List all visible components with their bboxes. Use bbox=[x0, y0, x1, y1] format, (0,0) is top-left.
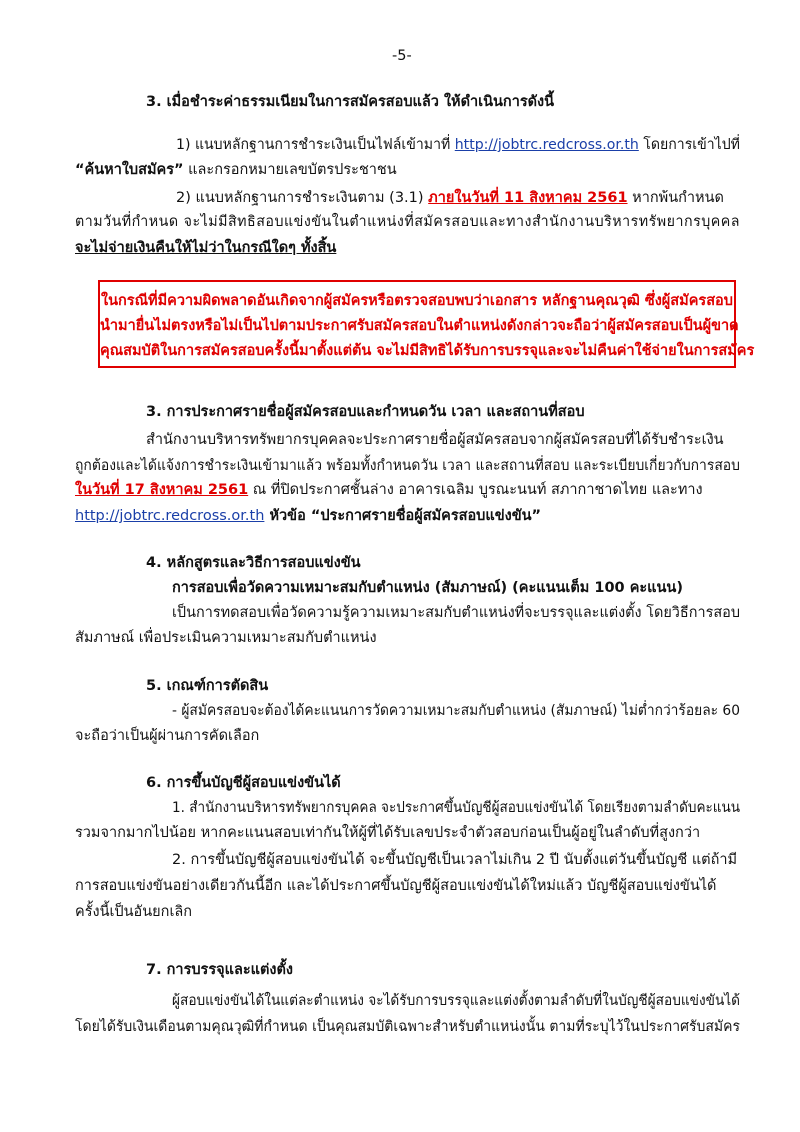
fee-item-1-cont-text: และกรอกหมายเลขบัตรประชาชน bbox=[183, 162, 397, 178]
fee-item-2 bbox=[176, 188, 724, 208]
fee-item-2-line2: ตามวันที่กำหนด จะไม่มีสิทธิสอบแข่งขันในตำแหน่งที่สมัครสอบและทางสำนักงานบริหารทรัพยากรบุคคล bbox=[75, 214, 740, 230]
section-5-line-2: จะถือว่าเป็นผู้ผ่านการคัดเลือก bbox=[75, 728, 260, 744]
fee-item-2-prefix: 2) แนบหลักฐานการชำระเงินตาม (3.1) bbox=[176, 190, 429, 206]
section-7-line-1: ผู้สอบแข่งขันได้ในแต่ละตำแหน่ง จะได้รับการบรรจุและแต่งตั้งตามลำดับที่ในบัญชีผู้สอบแข่งขันได้ bbox=[172, 993, 740, 1009]
section-4-subheading: การสอบเพื่อวัดความเหมาะสมกับตำแหน่ง (สัมภาษณ์) (คะแนนเต็ม 100 คะแนน) bbox=[172, 580, 683, 596]
announcement-date: ในวันที่ 17 สิงหาคม 2561 bbox=[75, 482, 249, 498]
payment-deadline: ภายในวันที่ 11 สิงหาคม 2561 bbox=[428, 190, 628, 206]
notice-line-2: นำมายื่นไม่ตรงหรือไม่เป็นไปตามประกาศรับสมัครสอบในตำแหน่งดังกล่าวจะถือว่าผู้สมัครสอบเป็นผู้ขาด bbox=[100, 318, 739, 334]
section-7-line-2: โดยได้รับเงินเดือนตามคุณวุฒิที่กำหนด เป็นคุณสมบัติเฉพาะสำหรับตำแหน่งนั้น ตามที่ระบุไว้ในประกาศรับสมัคร bbox=[75, 1019, 740, 1035]
section-7-heading: 7. การบรรจุและแต่งตั้ง bbox=[146, 962, 293, 978]
section-3-line-3 bbox=[75, 480, 703, 500]
warning-notice-box bbox=[98, 280, 755, 368]
section-3-line-3-rest: ณ ที่ปิดประกาศชั้นล่าง อาคารเฉลิม บูรณะนนท์ สภากาชาดไทย และทาง bbox=[248, 482, 703, 498]
section-5-line-1: - ผู้สมัครสอบจะต้องได้คะแนนการวัดความเหมาะสมกับตำแหน่ง (สัมภาษณ์) ไม่ต่ำกว่าร้อยละ 60 bbox=[172, 703, 740, 719]
jobtrc-link-1[interactable]: http://jobtrc.redcross.or.th bbox=[454, 137, 639, 153]
fee-item-1-suffix: โดยการเข้าไปที่ bbox=[638, 137, 740, 153]
search-application-label: “ค้นหาใบสมัคร” bbox=[75, 162, 184, 178]
section-4-heading: 4. หลักสูตรและวิธีการสอบแข่งขัน bbox=[146, 555, 361, 571]
notice-line-3: คุณสมบัติในการสมัครสอบครั้งนี้มาตั้งแต่ต้น จะไม่มีสิทธิได้รับการบรรจุและจะไม่คืนค่าใช้จ่ายในการสมัคร bbox=[100, 343, 755, 359]
section-6-p1-line-2: รวมจากมากไปน้อย หากคะแนนสอบเท่ากันให้ผู้ที่ได้รับเลขประจำตัวสอบก่อนเป็นผู้อยู่ในลำดับที่สูงกว่า bbox=[75, 825, 701, 841]
section-3-line-1: สำนักงานบริหารทรัพยากรบุคคลจะประกาศรายชื่อผู้สมัครสอบจากผู้สมัครสอบที่ได้รับชำระเงิน bbox=[146, 432, 724, 448]
section-6-p2-line-3: ครั้งนี้เป็นอันยกเลิก bbox=[75, 904, 193, 920]
fee-item-1-cont bbox=[75, 160, 397, 180]
page-number: -5- bbox=[392, 48, 412, 64]
section-3-line-2: ถูกต้องและได้แจ้งการชำระเงินเข้ามาแล้ว พร้อมทั้งกำหนดวัน เวลา และสถานที่สอบ และระเบียบเกี่ยวกับการสอบ bbox=[75, 458, 740, 474]
section-6-p2-line-1: 2. การขึ้นบัญชีผู้สอบแข่งขันได้ จะขึ้นบัญชีเป็นเวลาไม่เกิน 2 ปี นับตั้งแต่วันขึ้นบัญชี แต่ถ้ามี bbox=[172, 852, 738, 868]
section-4-line-1: เป็นการทดสอบเพื่อวัดความรู้ความเหมาะสมกับตำแหน่งที่จะบรรจุและแต่งตั้ง โดยวิธีการสอบ bbox=[172, 605, 741, 621]
section-6-p2-line-2: การสอบแข่งขันอย่างเดียวกันนี้อีก และได้ประกาศขึ้นบัญชีผู้สอบแข่งขันได้ใหม่แล้ว บัญชีผู้สอบแข่งขันได้ bbox=[75, 878, 717, 894]
fee-item-1-prefix: 1) แนบหลักฐานการชำระเงินเป็นไฟล์เข้ามาที่ bbox=[176, 137, 455, 153]
section-4-line-2: สัมภาษณ์ เพื่อประเมินความเหมาะสมกับตำแหน่ง bbox=[75, 630, 377, 646]
section-6-p1-line-1: 1. สำนักงานบริหารทรัพยากรบุคคล จะประกาศขึ้นบัญชีผู้สอบแข่งขันได้ โดยเรียงตามลำดับคะแนน bbox=[172, 800, 741, 816]
section-5-heading: 5. เกณฑ์การตัดสิน bbox=[146, 678, 269, 694]
section-3-line-4 bbox=[75, 506, 541, 526]
section-3-line-4-rest: หัวข้อ “ประกาศรายชื่อผู้สมัครสอบแข่งขัน” bbox=[264, 508, 542, 524]
fee-item-1 bbox=[176, 135, 740, 155]
fee-item-2-suffix: หากพ้นกำหนด bbox=[627, 190, 724, 206]
section-6-heading: 6. การขึ้นบัญชีผู้สอบแข่งขันได้ bbox=[146, 775, 341, 791]
jobtrc-link-2[interactable]: http://jobtrc.redcross.or.th bbox=[75, 508, 265, 524]
section-3-heading: 3. การประกาศรายชื่อผู้สมัครสอบและกำหนดวัน เวลา และสถานที่สอบ bbox=[146, 404, 585, 420]
fee-section-heading: 3. เมื่อชำระค่าธรรมเนียมในการสมัครสอบแล้ว ให้ดำเนินการดังนี้ bbox=[146, 94, 555, 110]
fee-item-2-line3: จะไม่จ่ายเงินคืนให้ไม่ว่าในกรณีใดๆ ทั้งสิ้น bbox=[75, 240, 337, 256]
notice-line-1: ในกรณีที่มีความผิดพลาดอันเกิดจากผู้สมัครหรือตรวจสอบพบว่าเอกสาร หลักฐานคุณวุฒิ ซึ่งผู้สมัครสอบ bbox=[101, 293, 733, 309]
